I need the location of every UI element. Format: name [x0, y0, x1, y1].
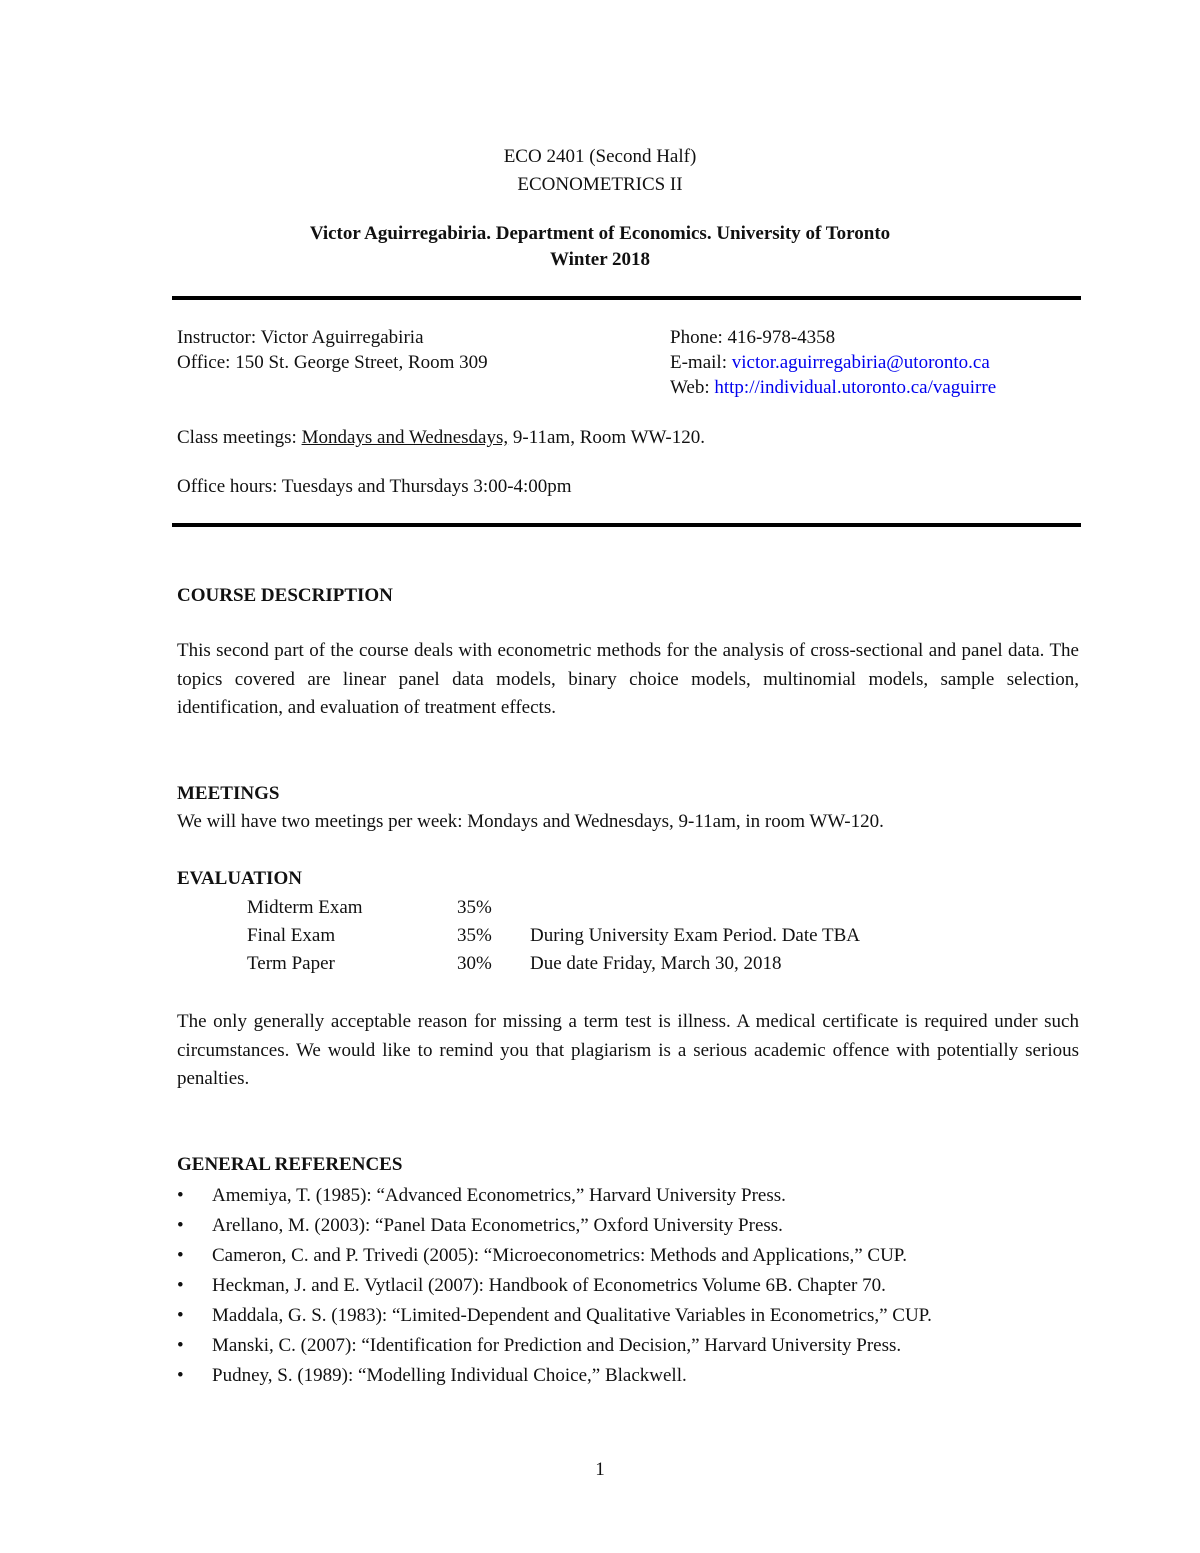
meetings-heading: MEETINGS — [177, 783, 280, 804]
instructor-name: Victor Aguirregabiria — [260, 327, 424, 348]
email-line — [670, 350, 990, 375]
instructor-line — [177, 325, 424, 350]
office-hours: Office hours: Tuesdays and Thursdays 3:00-4:00pm — [177, 476, 572, 497]
email-label: E-mail: — [670, 352, 732, 373]
reference-text: Maddala, G. S. (1983): “Limited-Dependent and Qualitative Variables in Econometrics,” CUP. — [212, 1305, 932, 1326]
evaluation-item: Midterm Exam — [247, 897, 363, 918]
affiliation: Victor Aguirregabiria. Department of Economics. University of Toronto — [309, 223, 891, 244]
term: Winter 2018 — [549, 249, 651, 270]
course-title: ECONOMETRICS II — [517, 174, 683, 195]
office-line — [177, 350, 488, 375]
references-list — [177, 1181, 932, 1391]
bullet-icon: • — [177, 1335, 184, 1356]
reference-item — [177, 1331, 932, 1361]
bottom-rule — [172, 523, 1081, 527]
bullet-icon: • — [177, 1245, 184, 1266]
phone-number: 416-978-4358 — [727, 327, 836, 348]
evaluation-note: During University Exam Period. Date TBA — [530, 925, 860, 946]
reference-item — [177, 1301, 932, 1331]
evaluation-weight: 35% — [457, 925, 492, 946]
evaluation-heading: EVALUATION — [177, 868, 302, 889]
evaluation-weight: 35% — [457, 897, 492, 918]
evaluation-policy: The only generally acceptable reason for missing a term test is illness. A medical certificate is required under such circumstances. We would like to remind you that plagiarism is a serious academic offence with potentially serious penalties. — [177, 1011, 1079, 1089]
reference-text: Heckman, J. and E. Vytlacil (2007): Handbook of Econometrics Volume 6B. Chapter 70. — [212, 1275, 886, 1296]
reference-text: Manski, C. (2007): “Identification for Prediction and Decision,” Harvard University Press. — [212, 1335, 902, 1356]
reference-text: Arellano, M. (2003): “Panel Data Econometrics,” Oxford University Press. — [212, 1215, 783, 1236]
reference-item — [177, 1181, 932, 1211]
reference-text: Cameron, C. and P. Trivedi (2005): “Microeconometrics: Methods and Applications,” CUP. — [212, 1245, 908, 1266]
phone-label: Phone: — [670, 327, 728, 348]
office-location: 150 St. George Street, Room 309 — [235, 352, 488, 373]
class-meetings-days: Mondays and Wednesdays, — [301, 427, 509, 448]
email-link[interactable]: victor.aguirregabiria@utoronto.ca — [731, 352, 990, 373]
references-heading: GENERAL REFERENCES — [177, 1154, 403, 1175]
evaluation-note: Due date Friday, March 30, 2018 — [530, 953, 782, 974]
class-meetings-label: Class meetings: — [177, 427, 302, 448]
reference-item — [177, 1361, 932, 1391]
reference-text: Amemiya, T. (1985): “Advanced Econometrics,” Harvard University Press. — [212, 1185, 786, 1206]
course-description-heading: COURSE DESCRIPTION — [177, 585, 393, 606]
class-meetings-time-room: 9-11am, Room WW-120. — [508, 427, 705, 448]
evaluation-weight: 30% — [457, 953, 492, 974]
web-line — [670, 375, 996, 400]
course-code: ECO 2401 (Second Half) — [503, 146, 697, 167]
reference-text: Pudney, S. (1989): “Modelling Individual Choice,” Blackwell. — [212, 1365, 687, 1386]
top-rule — [172, 296, 1081, 300]
bullet-icon: • — [177, 1185, 184, 1206]
bullet-icon: • — [177, 1275, 184, 1296]
reference-item — [177, 1271, 932, 1301]
course-description-text: This second part of the course deals with econometric methods for the analysis of cross-sectional and panel data. The topics covered are linear panel data models, binary choice models, multinomial models, sample selection, identification, and evaluation of treatment effects. — [177, 640, 1079, 718]
phone-line — [670, 325, 835, 350]
reference-item — [177, 1211, 932, 1241]
web-label: Web: — [670, 377, 715, 398]
reference-item — [177, 1241, 932, 1271]
evaluation-item: Term Paper — [247, 953, 335, 974]
meetings-text: We will have two meetings per week: Mondays and Wednesdays, 9-11am, in room WW-120. — [177, 811, 884, 832]
class-meetings-line — [177, 425, 705, 450]
bullet-icon: • — [177, 1215, 184, 1236]
page-number: 1 — [595, 1459, 605, 1480]
bullet-icon: • — [177, 1365, 184, 1386]
web-link[interactable]: http://individual.utoronto.ca/vaguirre — [714, 377, 997, 398]
office-label: Office: — [177, 352, 236, 373]
evaluation-item: Final Exam — [247, 925, 336, 946]
bullet-icon: • — [177, 1305, 184, 1326]
instructor-label: Instructor: — [177, 327, 261, 348]
